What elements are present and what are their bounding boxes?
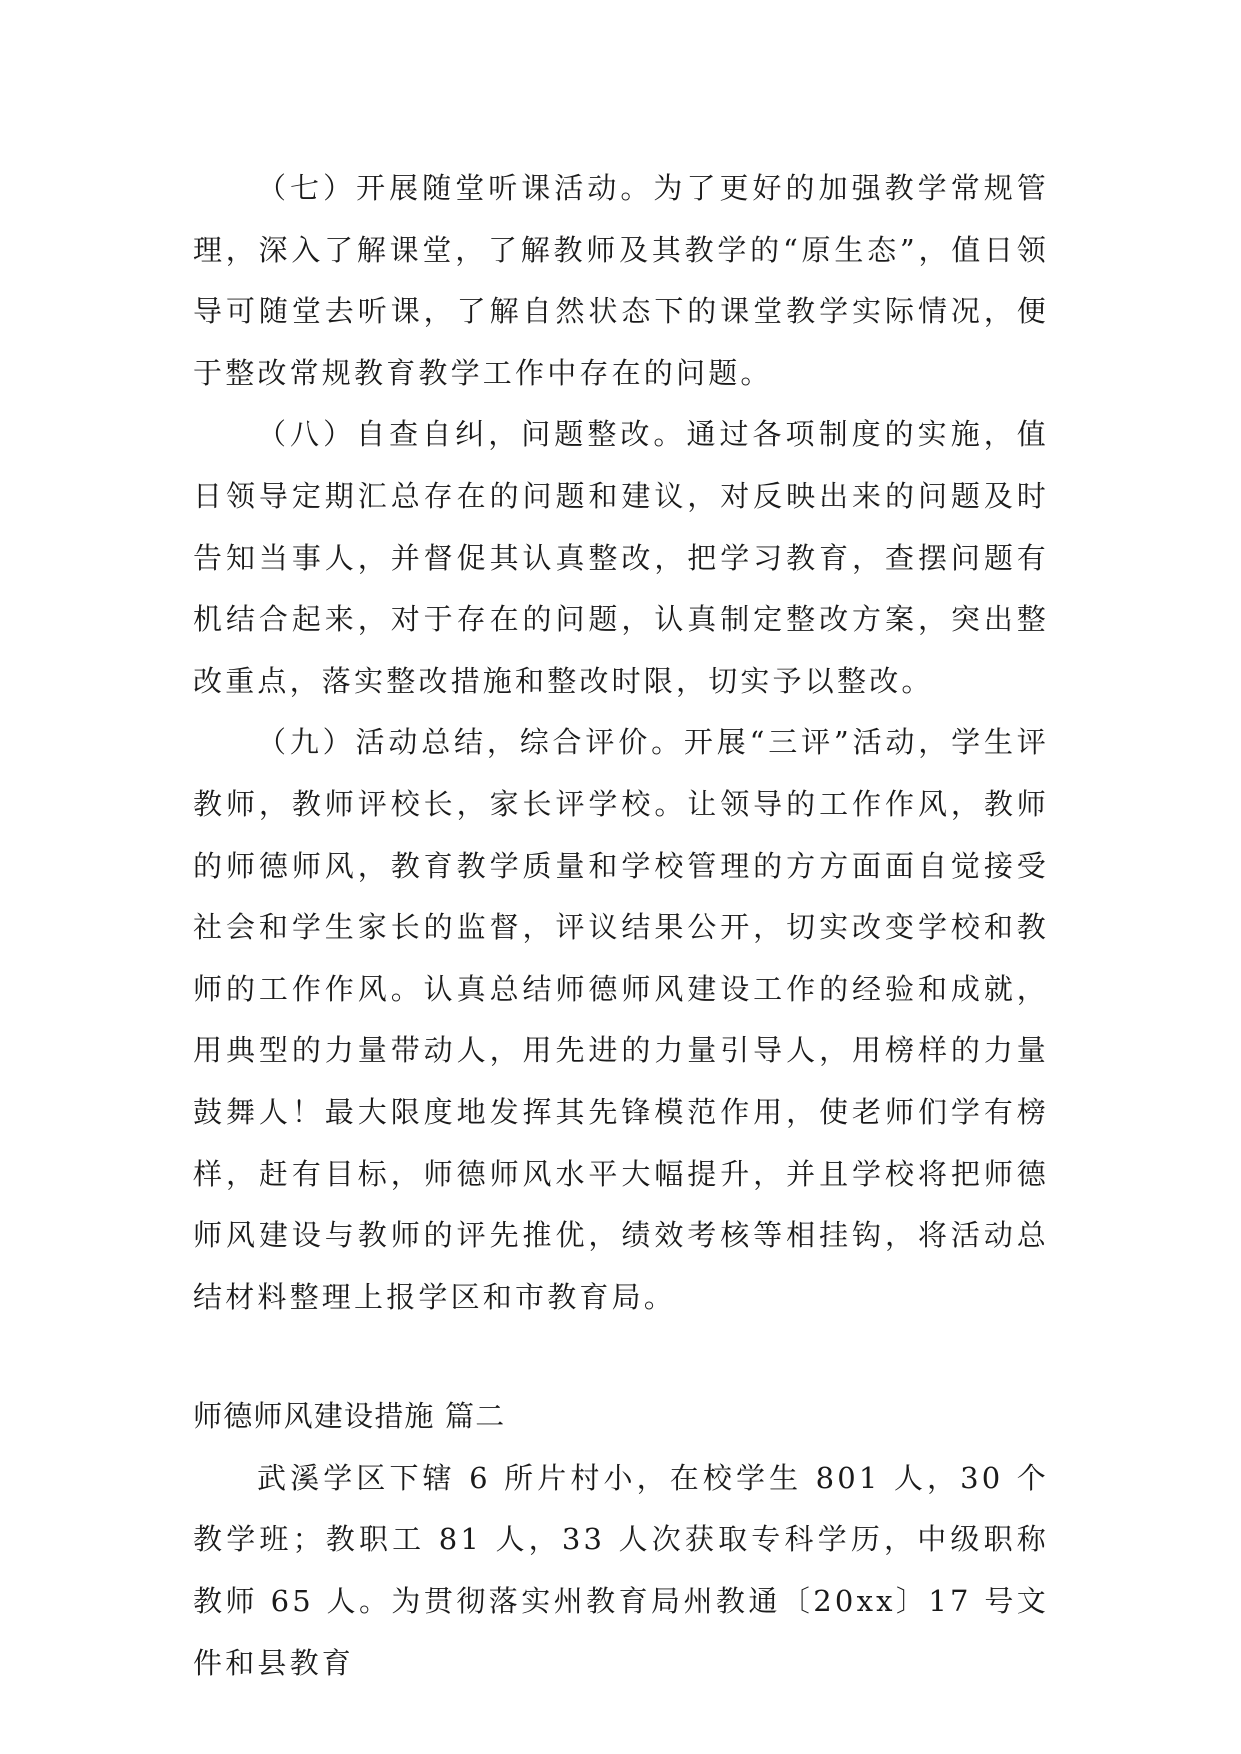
paragraph-item-9: （九）活动总结，综合评价。开展“三评”活动，学生评教师，教师评校长，家长评学校。让领导的工作作风，教师的师德师风，教育教学质量和学校管理的方方面面自觉接受社会和学生家长的监督，评议结果公开，切实改变学校和教师的工作作风。认真总结师德师风建设工作的经验和成就，用典型的力量带动人，用先进的力量引导人，用榜样的力量鼓舞人！最大限度地发挥其先锋模范作用，使老师们学有榜样，赶有目标，师德师风水平大幅提升，并且学校将把师德师风建设与教师的评先推优，绩效考核等相挂钩，将活动总结材料整理上报学区和市教育局。 <box>193 725 1049 1314</box>
paragraph-item-8: （八）自查自纠，问题整改。通过各项制度的实施，值日领导定期汇总存在的问题和建议，对反映出来的问题及时告知当事人，并督促其认真整改，把学习教育，查摆问题有机结合起来，对于存在的问题，认真制定整改方案，突出整改重点，落实整改措施和整改时限，切实予以整改。 <box>193 417 1049 698</box>
document-body <box>193 158 1049 1694</box>
section-intro-paragraph: 武溪学区下辖 6 所片村小，在校学生 801 人，30 个教学班；教职工 81 人，33 人次获取专科学历，中级职称教师 65 人。为贯彻落实州教育局州教通〔20xx〕17 号文件和县教育 <box>193 1460 1049 1680</box>
section-heading: 师德师风建设措施 篇二 <box>193 1399 506 1434</box>
paragraph-item-7: （七）开展随堂听课活动。为了更好的加强教学常规管理，深入了解课堂，了解教师及其教学的“原生态”，值日领导可随堂去听课，了解自然状态下的课堂教学实际情况，便于整改常规教育教学工作中存在的问题。 <box>193 171 1049 390</box>
